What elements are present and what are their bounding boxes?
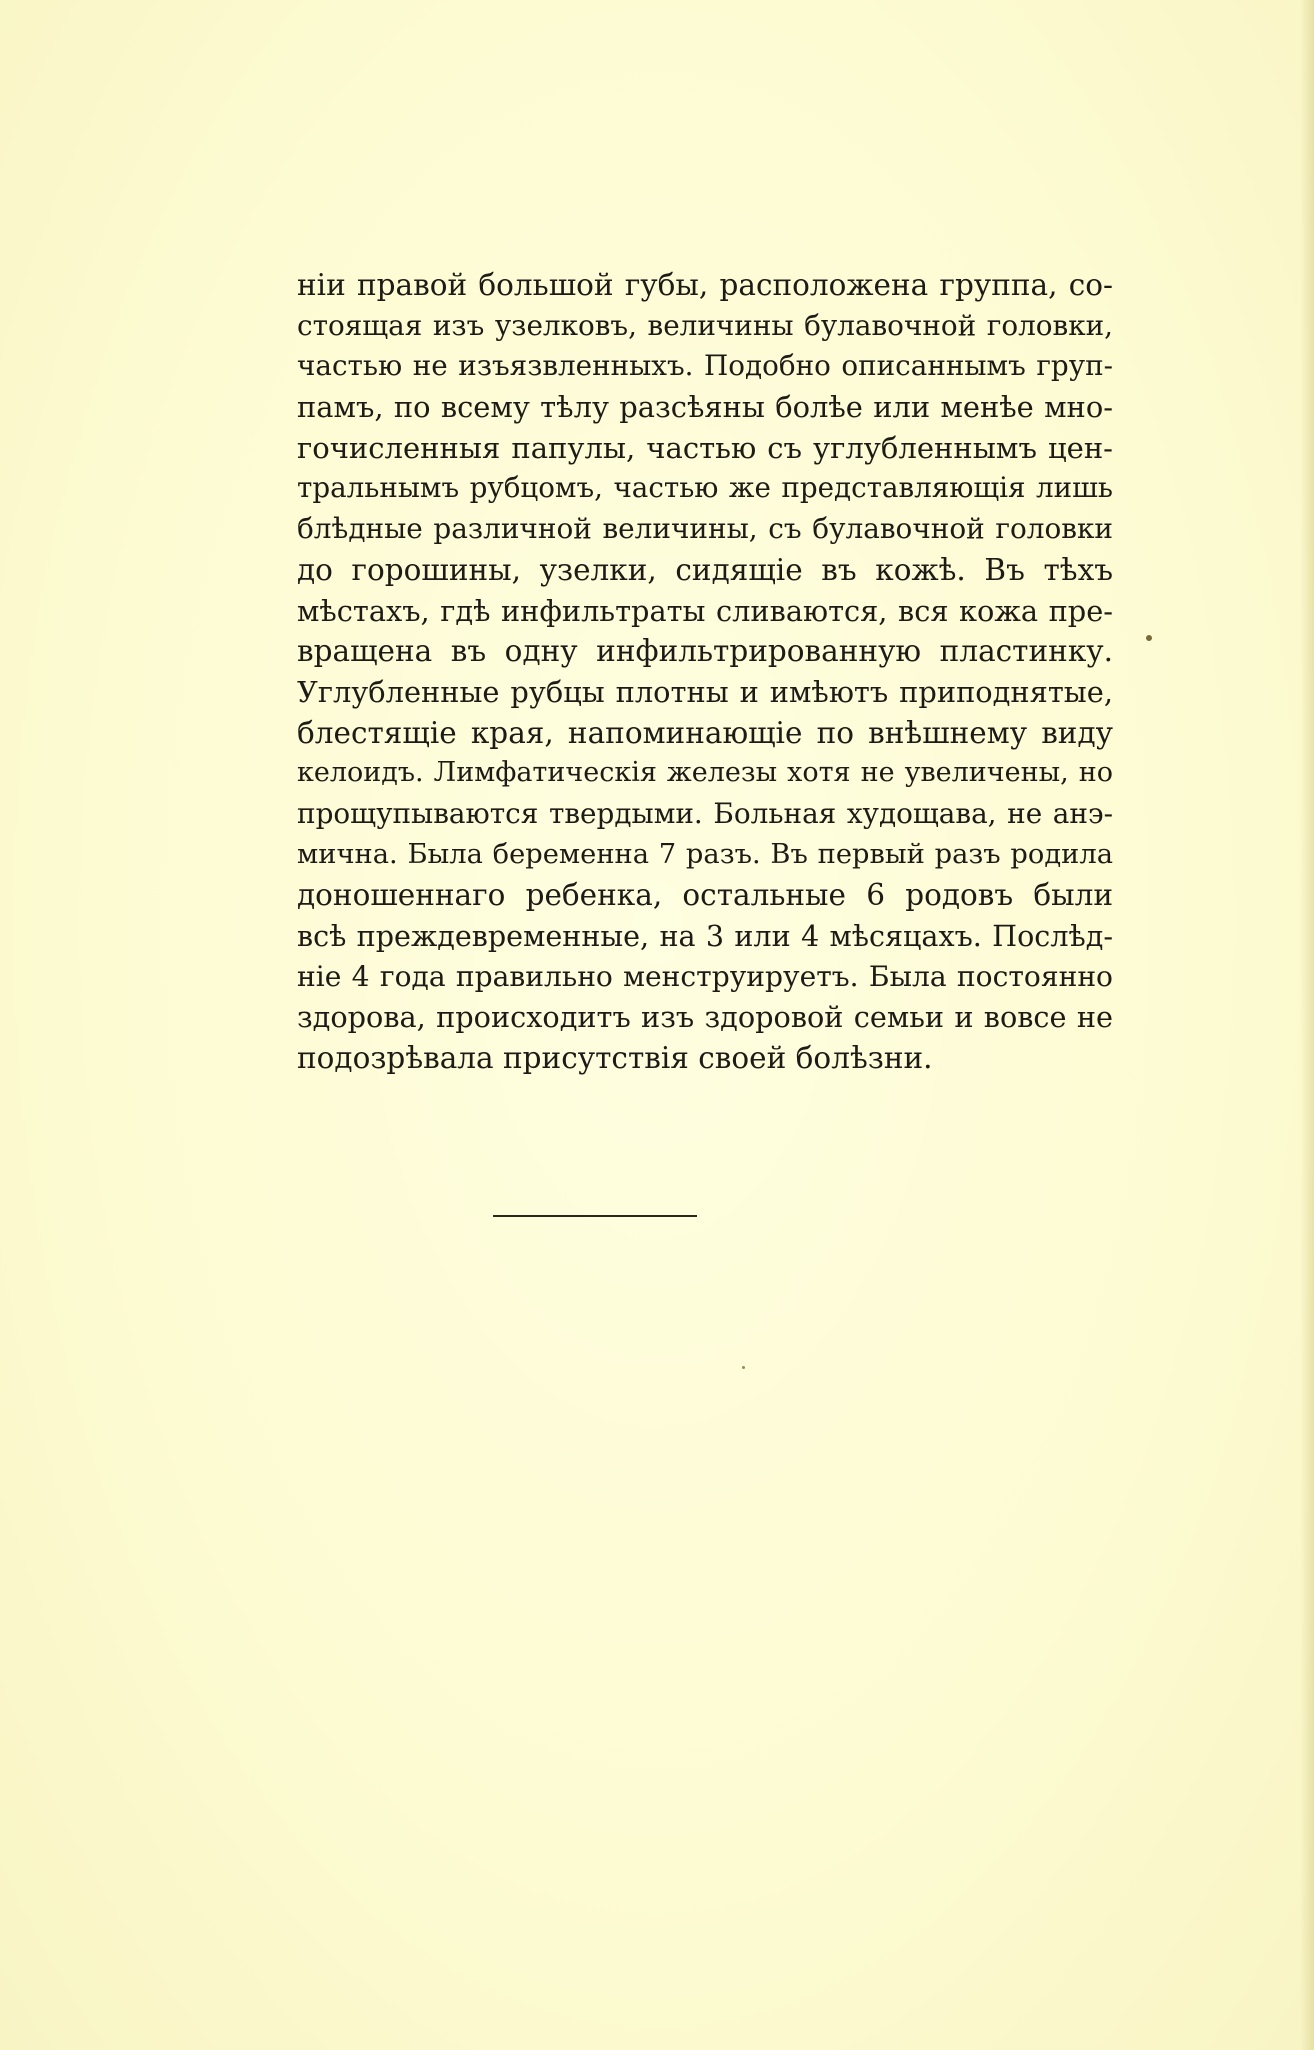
section-divider-rule bbox=[493, 1215, 697, 1217]
text-line: до горошины, узелки, сидящіе въ кожѣ. Въ тѣхъ bbox=[297, 552, 1113, 587]
text-line: прощупываются твердыми. Больная худощава, не анэ- bbox=[297, 796, 1113, 830]
text-line: частью не изъязвленныхъ. Подобно описаннымъ груп- bbox=[297, 349, 1113, 383]
text-line: стоящая изъ узелковъ, величины булавочной головки, bbox=[297, 308, 1113, 342]
text-line: гочисленныя папулы, частью съ углубленнымъ цен- bbox=[297, 430, 1113, 465]
text-line: здорова, происходитъ изъ здоровой семьи и вовсе не bbox=[297, 1000, 1113, 1035]
text-line: доношеннаго ребенка, остальные 6 родовъ были bbox=[297, 878, 1113, 913]
text-line: тральнымъ рубцомъ, частью же представляющія лишь bbox=[297, 471, 1113, 505]
ink-speck bbox=[742, 1366, 745, 1369]
text-line: блѣдные различной величины, съ булавочной головки bbox=[297, 512, 1113, 546]
text-line: мѣстахъ, гдѣ инфильтраты сливаются, вся кожа пре- bbox=[297, 593, 1113, 628]
text-line: блестящіе края, напоминающіе по внѣшнему виду bbox=[297, 715, 1113, 750]
text-line: ніе 4 года правильно менструируетъ. Была постоянно bbox=[297, 959, 1113, 993]
text-line: келоидъ. Лимфатическія железы хотя не увеличены, но bbox=[297, 757, 1113, 789]
text-line: памъ, по всему тѣлу разсѣяны болѣе или менѣе мно- bbox=[297, 390, 1113, 425]
ink-speck bbox=[1146, 635, 1152, 641]
text-line: Углубленные рубцы плотны и имѣютъ приподнятые, bbox=[297, 674, 1113, 709]
page-edge-shadow bbox=[1300, 0, 1314, 2050]
text-line: всѣ преждевременные, на 3 или 4 мѣсяцахъ. Послѣд- bbox=[297, 919, 1113, 953]
text-line: ніи правой большой губы, расположена группа, со- bbox=[297, 268, 1113, 302]
text-line: вращена въ одну инфильтрированную пластинку. bbox=[297, 634, 1113, 669]
text-line: мична. Была беременна 7 разъ. Въ первый разъ родила bbox=[297, 838, 1113, 870]
body-text bbox=[297, 265, 1113, 1079]
text-line-last: подозрѣвала присутствія своей болѣзни. bbox=[297, 1041, 933, 1076]
